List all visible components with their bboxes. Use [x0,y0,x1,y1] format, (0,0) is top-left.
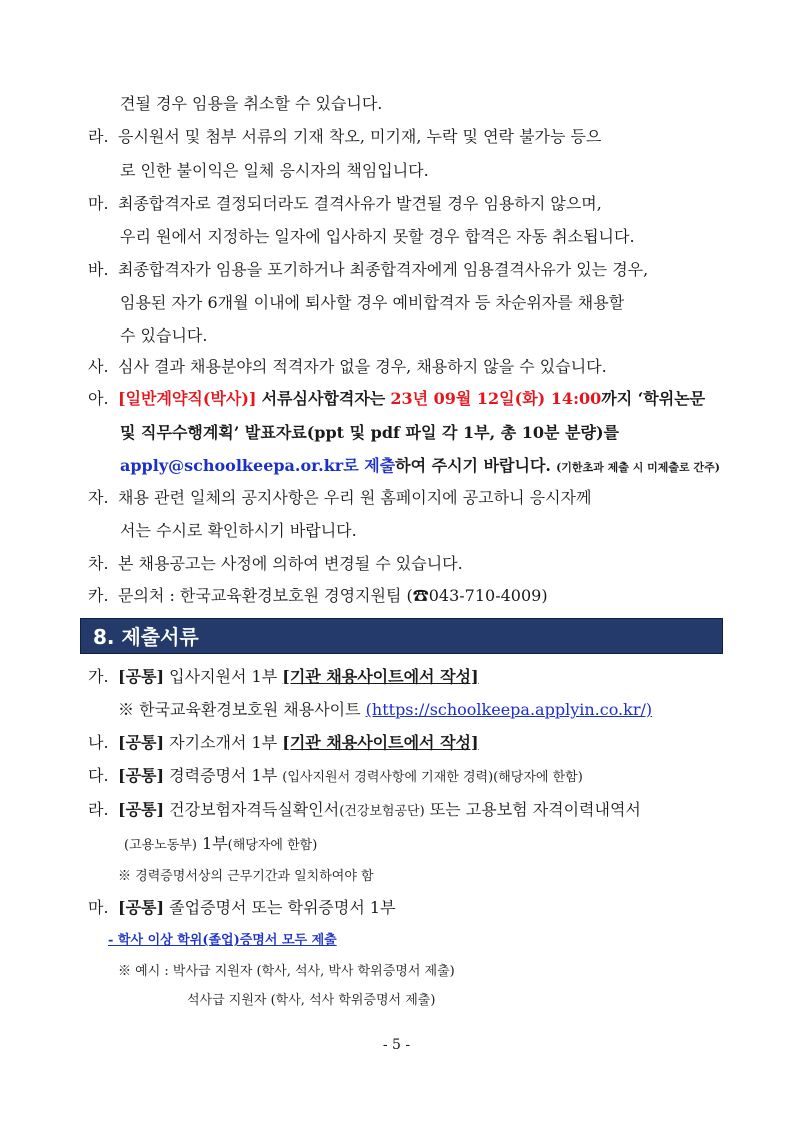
doc-na-note: [기관 채용사이트에서 작성] [282,733,479,752]
doc-ma [118,897,396,919]
applicants-label: 서류심사합격자는 [261,389,386,408]
doc-na [118,732,479,754]
item-ma-line2: 우리 원에서 지정하는 일자에 입사하지 못할 경우 합격은 자동 취소됩니다. [120,227,635,246]
item-ra-label: 라. [88,127,109,146]
doc-ra-label: 라. [88,800,109,819]
doc-ga-sub [118,699,652,721]
item-ma-label: 마. [88,194,109,213]
common-tag: [공통] [118,766,165,785]
doc-na-label: 나. [88,733,109,752]
item-a-line2: 및 직무수행계획’ 발표자료(ppt 및 pdf 파일 각 1부, 총 10분 분량)를 [120,423,619,442]
common-tag: [공통] [118,898,165,917]
recruit-site-link[interactable]: (https://schoolkeepa.applyin.co.kr/) [365,700,653,719]
doc-da-text: 경력증명서 1부 [169,766,278,785]
item-ba-label: 바. [88,260,109,279]
common-tag: [공통] [118,733,165,752]
item-ja-label: 자. [88,488,109,507]
deadline-date: 23년 09월 12일(화) 14:00 [390,389,602,408]
doc-ga-text: 입사지원서 1부 [169,667,278,686]
item-ka-label: 카. [88,586,109,605]
doc-ga-note: [기관 채용사이트에서 작성] [282,667,479,686]
item-ba-line3: 수 있습니다. [120,326,208,345]
doc-ra2-small1: (고용노동부) [124,838,197,853]
item-ra-line1: 응시원서 및 첨부 서류의 기재 착오, 미기재, 누락 및 연락 불가능 등으 [118,127,602,146]
doc-ga-label: 가. [88,667,109,686]
item-ba-line1: 최종합격자가 임용을 포기하거나 최종합격자에게 임용결격사유가 있는 경우, [118,260,649,279]
item-ka-line1: 문의처 : 한국교육환경보호원 경영지원팀 (☎043-710-4009) [118,586,548,605]
item-sa-label: 사. [88,357,109,376]
item-cha-line1: 본 채용공고는 사정에 의하여 변경될 수 있습니다. [118,554,463,573]
doc-ra-text1: 건강보험자격득실확인서 [169,800,340,819]
doc-ma-example2: 석사급 지원자 (학사, 석사 학위증명서 제출) [187,993,436,1008]
item-ja-line1: 채용 관련 일체의 공지사항은 우리 원 홈페이지에 공고하니 응시자께 [118,488,592,507]
doc-ra [118,799,641,823]
item-ja-line2: 서는 수시로 확인하시기 바랍니다. [120,521,357,540]
doc-ra2-small2: (해당자에 한함) [227,838,318,853]
item-ma-line1: 최종합격자로 결정되더라도 결격사유가 발견될 경우 임용하지 않으며, [118,194,602,213]
common-tag: [공통] [118,667,165,686]
submit-email-link[interactable]: apply@schoolkeepa.or.kr로 제출 [120,456,396,475]
doc-na-text: 자기소개서 1부 [169,733,278,752]
doc-ma-label: 마. [88,898,109,917]
doc-da-label: 다. [88,766,109,785]
doc-ra-small1: (건강보험공단) [339,804,425,819]
doc-ma-text: 졸업증명서 또는 학위증명서 1부 [169,898,396,917]
doc-ma-sub: - 학사 이상 학위(졸업)증명서 모두 제출 [108,933,337,948]
item-a-line1 [118,388,705,410]
doc-da-note: (입사지원서 경력사항에 기재한 경력)(해당자에 한함) [282,770,583,785]
continued-line: 견될 경우 임용을 취소할 수 있습니다. [120,94,383,113]
doc-ra-text2: 또는 고용보험 자격이력내역서 [429,800,641,819]
doc-ra-note: ※ 경력증명서상의 근무기간과 일치하여야 함 [118,869,374,884]
position-label: [일반계약직(박사)] [118,389,257,408]
recruit-site-label: ※ 한국교육환경보호원 채용사이트 [118,700,361,719]
submit-request: 하여 주시기 바랍니다. [395,456,551,475]
doc-ra-line2 [124,833,317,857]
doc-da [118,765,583,789]
item-ra-line2: 로 인한 불이익은 일체 응시자의 책임입니다. [120,161,429,180]
section-header [80,618,723,654]
section-title: 8. 제출서류 [93,625,199,649]
doc-ra2-text: 1부 [202,834,228,853]
common-tag: [공통] [118,800,165,819]
deadline-note: (기한초과 제출 시 미제출로 간주) [556,461,720,474]
item-cha-label: 차. [88,554,109,573]
item-ba-line2: 임용된 자가 6개월 이내에 퇴사할 경우 예비합격자 등 차순위자를 채용할 [120,293,625,312]
page-number: - 5 - [382,1037,411,1053]
item-sa-line1: 심사 결과 채용분야의 적격자가 없을 경우, 채용하지 않을 수 있습니다. [118,357,607,376]
doc-ma-example1: ※ 예시 : 박사급 지원자 (학사, 석사, 박사 학위증명서 제출) [118,964,455,979]
deadline-suffix: 까지 ‘학위논문 [601,389,706,408]
doc-ga [118,666,479,688]
item-a-line3 [120,455,720,479]
item-a-label: 아. [88,389,109,408]
